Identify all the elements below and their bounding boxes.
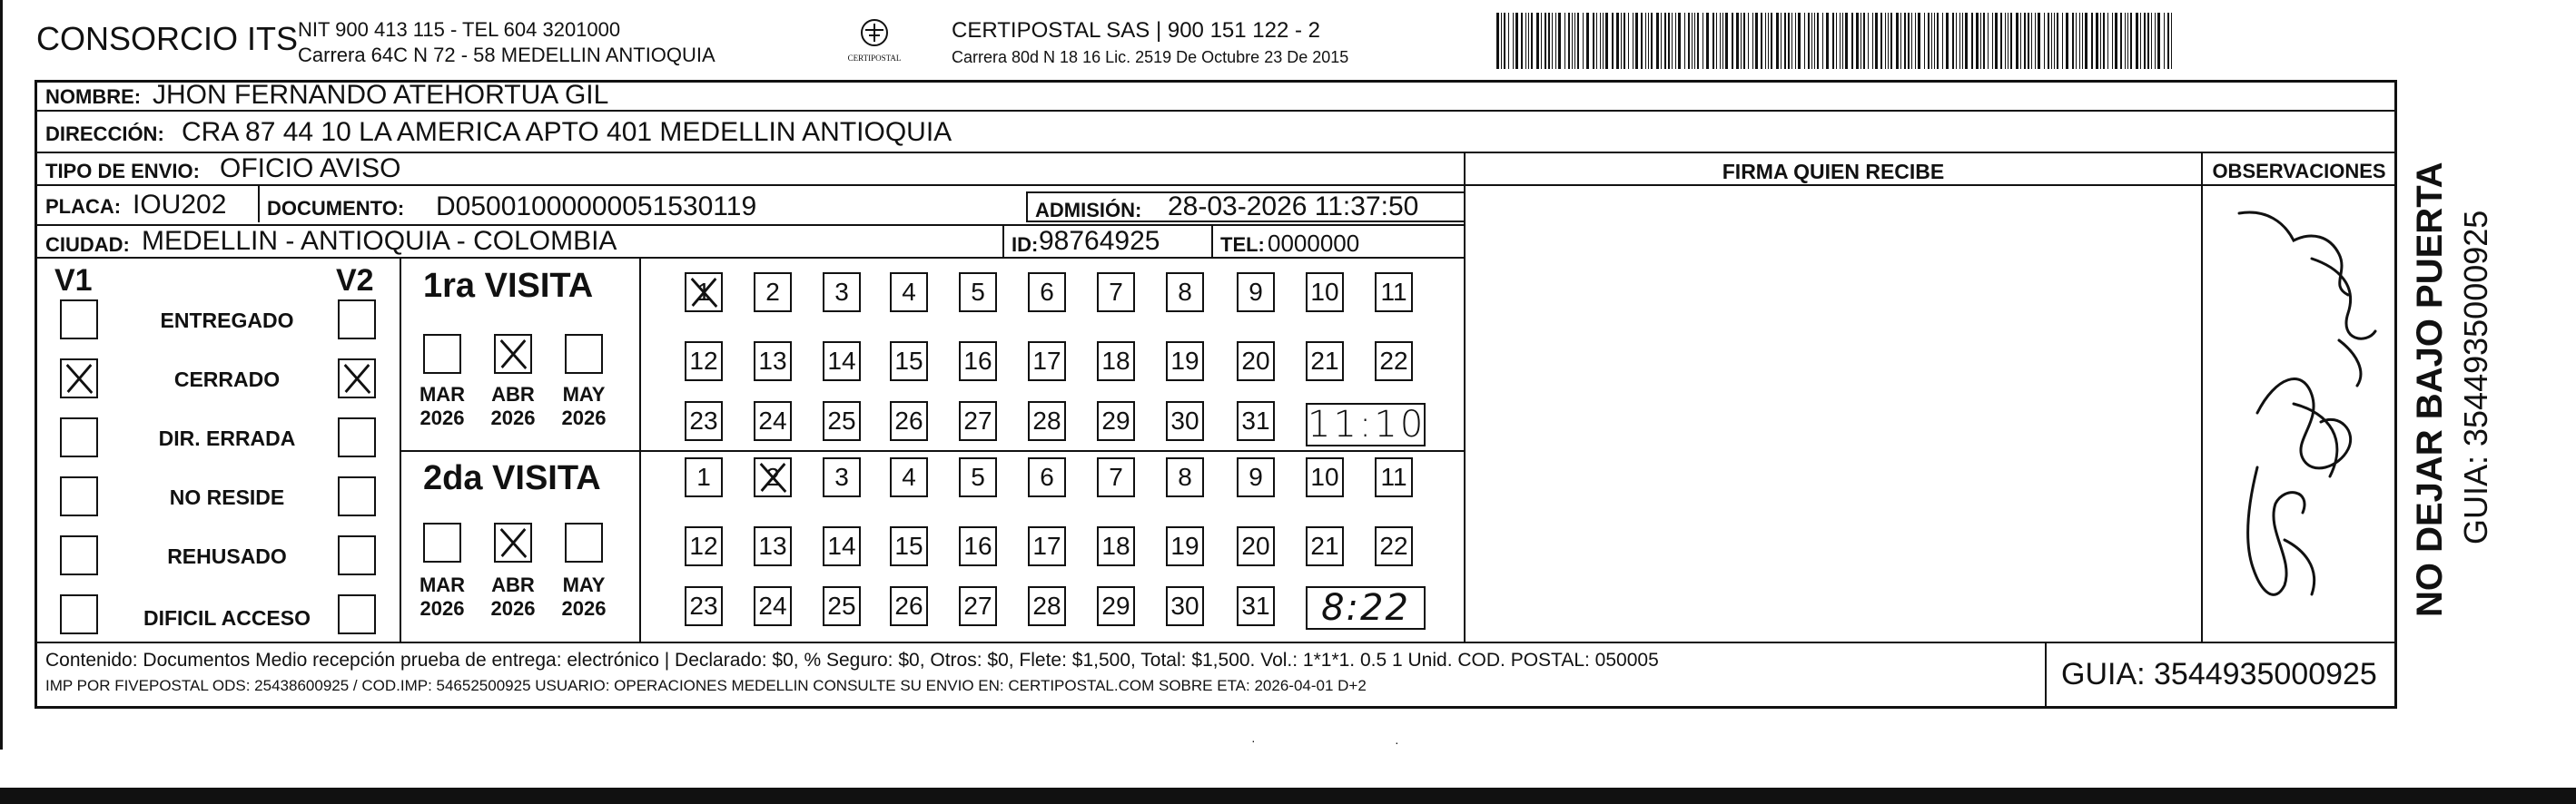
status-v2-checkbox[interactable] [338,358,376,398]
visit2-month-checkbox[interactable] [565,523,603,563]
side-guia: GUIA: 3544935000925 [2457,210,2494,544]
documento-label: DOCUMENTO: [267,197,405,220]
company-name: CONSORCIO ITS [36,20,299,57]
footer-line [36,642,2395,643]
company-address: Carrera 64C N 72 - 58 MEDELLIN ANTIOQUIA [298,44,716,66]
visit1-day-16[interactable]: 16 [959,341,997,381]
visit1-day-15[interactable]: 15 [890,341,928,381]
ciudad-row [36,226,1464,259]
bottom-band [0,788,2576,804]
visit1-day-10[interactable]: 10 [1306,272,1344,312]
visit2-day-11[interactable]: 11 [1375,457,1413,497]
visit1-day-31[interactable]: 31 [1237,401,1275,441]
visit2-day-24[interactable]: 24 [754,586,792,626]
visit1-day-3[interactable]: 3 [823,272,861,312]
visit2-day-23[interactable]: 23 [685,586,723,626]
visit1-day-29[interactable]: 29 [1097,401,1135,441]
visit1-month-checkbox[interactable] [423,334,461,374]
x-mark-icon [62,360,96,397]
visit2-day-13[interactable]: 13 [754,526,792,566]
visit1-day-6[interactable]: 6 [1028,272,1066,312]
visit2-day-9[interactable]: 9 [1237,457,1275,497]
recipient-name: JHON FERNANDO ATEHORTUA GIL [153,80,609,110]
status-label: CERRADO [173,368,281,391]
visit1-day-5[interactable]: 5 [959,272,997,312]
visit1-day-13[interactable]: 13 [754,341,792,381]
visit-separator [400,450,1464,452]
visit2-day-30[interactable]: 30 [1166,586,1204,626]
status-v2-checkbox[interactable] [338,594,376,634]
status-v2-checkbox[interactable] [338,299,376,339]
visit1-month-label: MAY 2026 [561,383,607,429]
visit1-day-8[interactable]: 8 [1166,272,1204,312]
visit2-day-31[interactable]: 31 [1237,586,1275,626]
visit1-month-checkbox[interactable] [494,334,532,374]
visit2-day-4[interactable]: 4 [890,457,928,497]
tipo-label: TIPO DE ENVIO: [45,160,200,182]
visit1-time[interactable]: 11:10 [1308,404,1426,446]
certipostal-logo-icon [856,18,893,49]
visit2-day-6[interactable]: 6 [1028,457,1066,497]
visit1-day-21[interactable]: 21 [1306,341,1344,381]
visit2-month-label: MAY 2026 [561,574,607,620]
tel-label: TEL: [1220,233,1265,256]
id-label: ID: [1012,233,1039,256]
visit2-day-29[interactable]: 29 [1097,586,1135,626]
left-edge [0,0,3,750]
visit1-day-7[interactable]: 7 [1097,272,1135,312]
id-value: 98764925 [1039,226,1160,256]
visit1-day-25[interactable]: 25 [823,401,861,441]
placa-row [36,186,1464,226]
observaciones-label: OBSERVACIONES [2212,160,2386,182]
visit2-day-22[interactable]: 22 [1375,526,1413,566]
tipo-row [36,153,1464,186]
visit2-day-28[interactable]: 28 [1028,586,1066,626]
status-v2-checkbox[interactable] [338,417,376,457]
visit2-day-5[interactable]: 5 [959,457,997,497]
visit1-day-20[interactable]: 20 [1237,341,1275,381]
address-label: DIRECCIÓN: [45,123,164,145]
visit2-day-8[interactable]: 8 [1166,457,1204,497]
visit2-day-16[interactable]: 16 [959,526,997,566]
visit2-day-27[interactable]: 27 [959,586,997,626]
visit1-title: 1ra VISITA [423,267,594,305]
visit1-day-18[interactable]: 18 [1097,341,1135,381]
status-v1-checkbox[interactable] [60,417,98,457]
stray-mark: · [1251,733,1256,748]
status-v1-checkbox[interactable] [60,476,98,516]
carrier-address: Carrera 80d N 18 16 Lic. 2519 De Octubre 23 De 2015 [952,48,1349,66]
status-label: DIR. ERRADA [158,427,296,450]
visit2-month-label: MAR 2026 [419,574,466,620]
placa-value: IOU202 [133,190,227,220]
visit1-day-27[interactable]: 27 [959,401,997,441]
x-mark-icon [340,360,374,397]
status-v1-checkbox[interactable] [60,358,98,398]
name-label: NOMBRE: [45,85,142,108]
visit1-day-2[interactable]: 2 [754,272,792,312]
visit2-title: 2da VISITA [423,459,601,497]
ciudad-value: MEDELLIN - ANTIOQUIA - COLOMBIA [142,226,617,256]
handwritten-signature [2203,186,2395,642]
visit2-day-15[interactable]: 15 [890,526,928,566]
visit2-day-25[interactable]: 25 [823,586,861,626]
visit1-day-12[interactable]: 12 [685,341,723,381]
firma-area[interactable] [1466,186,2201,642]
visit1-day-11[interactable]: 11 [1375,272,1413,312]
visit1-day-26[interactable]: 26 [890,401,928,441]
visit1-day-19[interactable]: 19 [1166,341,1204,381]
carrier-name: CERTIPOSTAL SAS | 900 151 122 - 2 [952,18,1320,43]
footer-contenido: Contenido: Documentos Medio recepción prueba de entrega: electrónico | Declarado: $0, % Seguro: $0, Otros: $0, Flete: $1,500, Total: $1,500. Vol.: 1*1*1. 0.5 1 Unid. COD. POSTAL: 050005 [45,650,1659,671]
status-label: ENTREGADO [160,309,294,332]
side-warning: NO DEJAR BAJO PUERTA [2410,162,2450,617]
barcode [1496,13,2225,69]
x-mark-icon [496,336,530,372]
visit2-day-18[interactable]: 18 [1097,526,1135,566]
visit1-month-checkbox[interactable] [565,334,603,374]
visit1-day-4[interactable]: 4 [890,272,928,312]
status-v1-checkbox[interactable] [60,299,98,339]
visit2-day-2[interactable]: 2 [754,457,792,497]
status-v1-checkbox[interactable] [60,594,98,634]
visit1-day-24[interactable]: 24 [754,401,792,441]
status-v2-checkbox[interactable] [338,535,376,575]
v1-label: V1 [54,263,93,298]
visit1-day-28[interactable]: 28 [1028,401,1066,441]
status-label: DIFICIL ACCESO [143,606,311,630]
v2-label: V2 [336,263,374,298]
days-divider [639,259,641,642]
status-v2-checkbox[interactable] [338,476,376,516]
admision-value: 28-03-2026 11:37:50 [1168,191,1419,221]
documento-value: D05001000000051530119 [436,191,757,221]
visit2-time[interactable]: 8:22 [1306,586,1426,630]
visit1-day-17[interactable]: 17 [1028,341,1066,381]
visit1-month-label: MAR 2026 [419,383,466,429]
visit2-day-20[interactable]: 20 [1237,526,1275,566]
status-label: NO RESIDE [169,485,285,509]
visit1-day-14[interactable]: 14 [823,341,861,381]
visit2-day-12[interactable]: 12 [685,526,723,566]
visit2-day-1[interactable]: 1 [685,457,723,497]
stray-mark: · [1395,735,1399,750]
visit2-day-17[interactable]: 17 [1028,526,1066,566]
tipo-envio: OFICIO AVISO [220,153,401,183]
visit1-day-30[interactable]: 30 [1166,401,1204,441]
visit2-day-10[interactable]: 10 [1306,457,1344,497]
visit2-day-3[interactable]: 3 [823,457,861,497]
footer-imp: IMP POR FIVEPOSTAL ODS: 25438600925 / COD.IMP: 54652500925 USUARIO: OPERACIONES MEDELLIN CONSULTE SU ENVIO EN: CERTIPOSTAL.COM SOBRE ETA: 2026-04-01 D+2 [45,677,1367,694]
company-nit: NIT 900 413 115 - TEL 604 3201000 [298,18,621,41]
placa-label: PLACA: [45,195,122,218]
footer-divider [2045,642,2047,707]
name-row [36,80,2397,112]
admision-label: ADMISIÓN: [1035,199,1142,221]
status-label: REHUSADO [167,544,287,568]
visit2-day-26[interactable]: 26 [890,586,928,626]
visit1-day-1[interactable]: 1 [685,272,723,312]
recipient-address: CRA 87 44 10 LA AMERICA APTO 401 MEDELLIN ANTIOQUIA [182,117,952,147]
ciudad-label: CIUDAD: [45,233,130,256]
visit1-day-9[interactable]: 9 [1237,272,1275,312]
footer-guia: GUIA: 3544935000925 [2061,657,2377,691]
certipostal-logo: CERTIPOSTAL [834,18,915,69]
visit2-month-checkbox[interactable] [494,523,532,563]
address-row [36,112,2397,153]
visit2-day-19[interactable]: 19 [1166,526,1204,566]
visit2-day-7[interactable]: 7 [1097,457,1135,497]
tel-value: 0000000 [1268,230,1360,257]
visit1-month-label: ABR 2026 [490,383,536,429]
visit2-day-14[interactable]: 14 [823,526,861,566]
visit1-day-23[interactable]: 23 [685,401,723,441]
visit2-month-label: ABR 2026 [490,574,536,620]
visit1-day-22[interactable]: 22 [1375,341,1413,381]
visit2-month-checkbox[interactable] [423,523,461,563]
status-v1-checkbox[interactable] [60,535,98,575]
firma-label: FIRMA QUIEN RECIBE [1722,160,1945,183]
x-mark-icon [496,525,530,561]
visit2-day-21[interactable]: 21 [1306,526,1344,566]
